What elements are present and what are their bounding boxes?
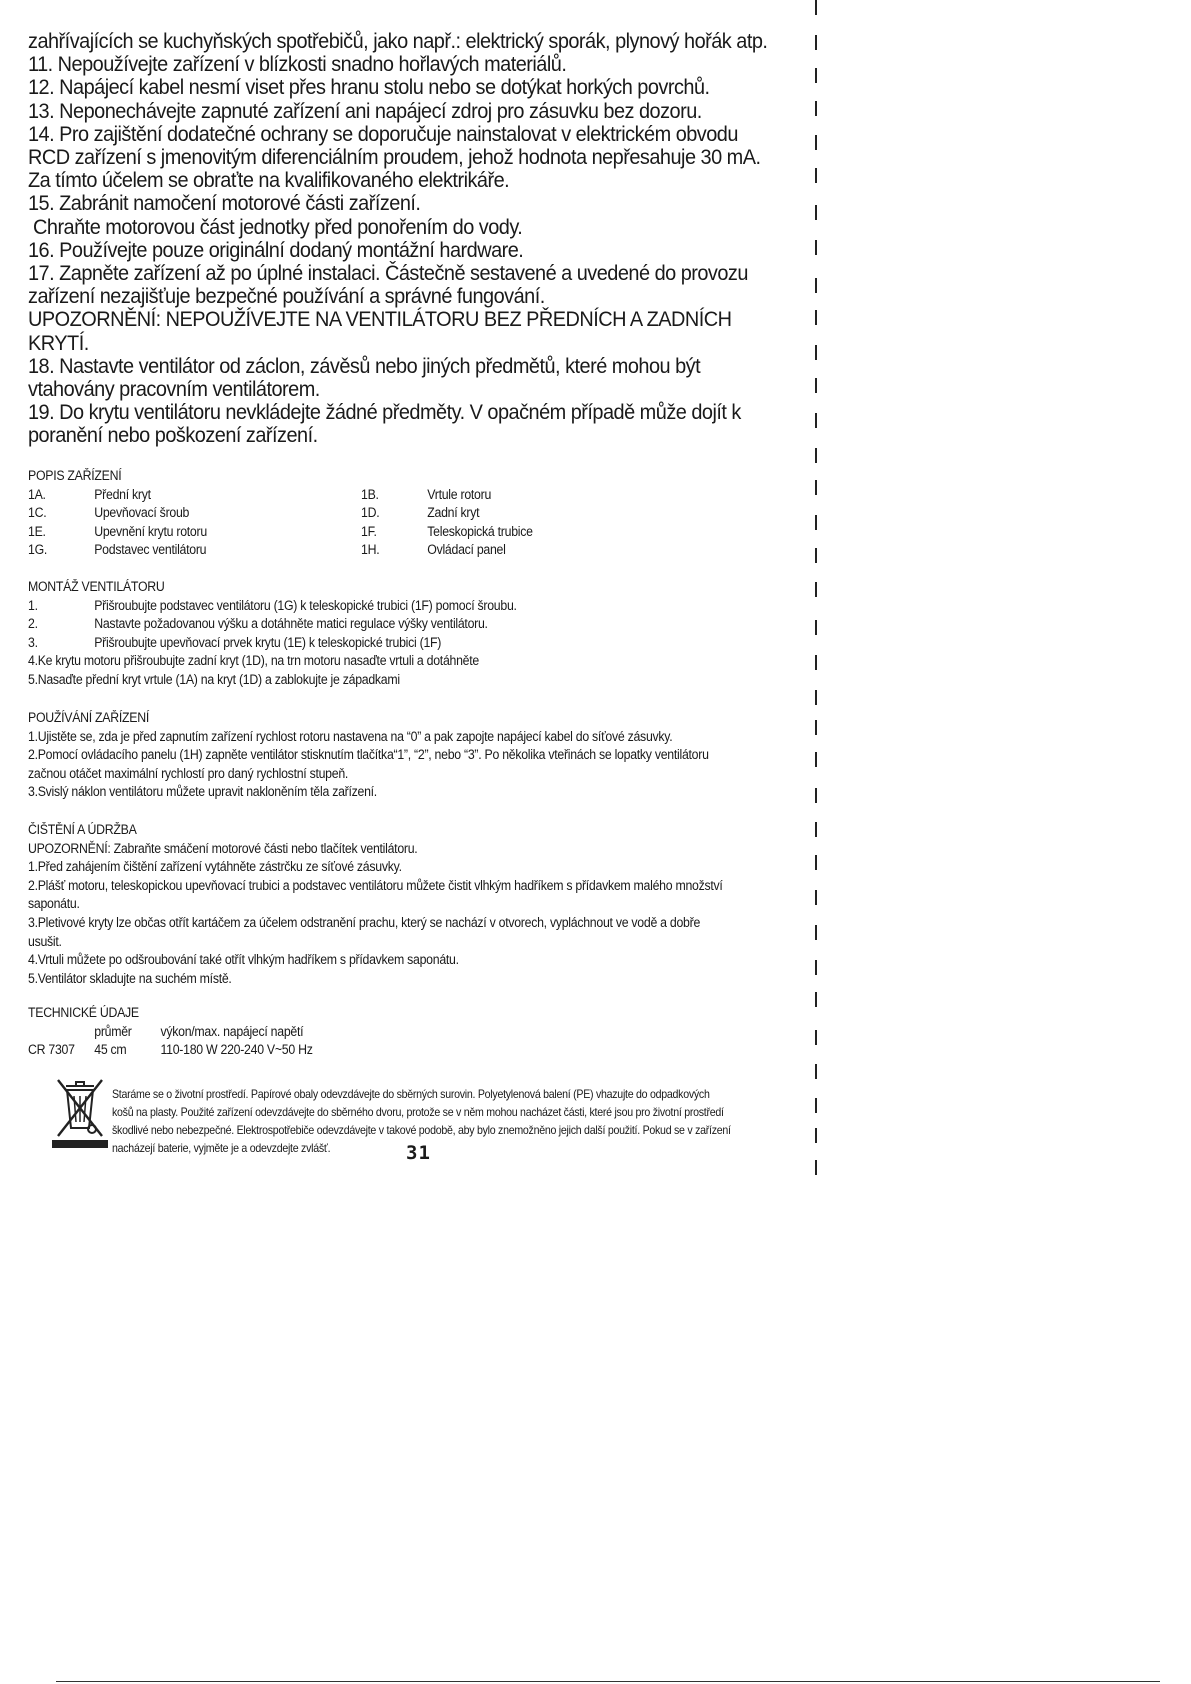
step-number: 1. [28, 597, 38, 613]
safety-line: 12. Napájecí kabel nesmí viset přes hranu stolu nebo se dotýkat horkých povrchů. [28, 76, 710, 100]
cleaning-line: saponátu. [28, 896, 80, 912]
safety-line: Za tímto účelem se obraťte na kvalifikovaného elektrikáře. [28, 169, 510, 193]
cleaning-section [28, 821, 755, 988]
cleaning-line: 4.Vrtuli můžete po odšroubování také otřít vlhkým hadříkem s přídavkem saponátu. [28, 952, 459, 968]
safety-line: 11. Nepoužívejte zařízení v blízkosti snadno hořlavých materiálů. [28, 53, 567, 77]
description-title: POPIS ZAŘÍZENÍ [28, 468, 122, 483]
safety-line: UPOZORNĚNÍ: NEPOUŽÍVEJTE NA VENTILÁTORU BEZ PŘEDNÍCH A ZADNÍCH [28, 308, 732, 332]
edge-tick [815, 720, 817, 735]
technical-section [28, 1004, 755, 1060]
edge-tick [815, 240, 817, 255]
environment-line: košů na plasty. Použité zařízení odevzdávejte do sběrného dvoru, protože se v něm mohou nacházet části, které jsou pro životní prostředí [112, 1105, 724, 1119]
usage-line: 2.Pomocí ovládacího panelu (1H) zapněte ventilátor stisknutím tlačítka“1”, “2”, nebo “3”. Po několika vteřinách se lopatky ventilátoru [28, 747, 709, 763]
cleaning-line: 1.Před zahájením čištění zařízení vytáhněte zástrčku ze síťové zásuvky. [28, 859, 402, 875]
part-name: Upevňovací šroub [94, 505, 190, 521]
environment-line: Staráme se o životní prostředí. Papírové obaly odevzdávejte do sběrných surovin. Polyetylenová balení (PE) vhazujte do odpadkových [112, 1087, 710, 1101]
bottom-rule [56, 1681, 1160, 1682]
environment-text [112, 1085, 796, 1157]
safety-line: 16. Používejte pouze originální dodaný montážní hardware. [28, 238, 524, 262]
parts-row [28, 486, 755, 505]
usage-title: POUŽÍVÁNÍ ZAŘÍZENÍ [28, 710, 149, 725]
part-code: 1A. [28, 486, 46, 502]
edge-tick [815, 515, 817, 530]
edge-tick [815, 855, 817, 870]
safety-line: 14. Pro zajištění dodatečné ochrany se doporučuje nainstalovat v elektrickém obvodu [28, 122, 738, 146]
parts-row [28, 541, 755, 560]
edge-tick [815, 690, 817, 705]
step-number: 2. [28, 616, 38, 632]
edge-tick [815, 205, 817, 220]
edge-tick [815, 480, 817, 495]
assembly-step [28, 634, 755, 653]
description-section [28, 467, 755, 560]
edge-tick [815, 992, 817, 1007]
page-number: 31 [406, 1142, 431, 1164]
tech-header-cell: výkon/max. napájecí napětí [160, 1023, 304, 1039]
edge-tick [815, 35, 817, 50]
safety-line: KRYTÍ. [28, 331, 89, 355]
cleaning-line: 3.Pletivové kryty lze občas otřít kartáčem za účelem odstranění prachu, který se nachází v otvorech, vypláchnout ve vodě a dobře [28, 914, 701, 930]
part-code: 1D. [361, 505, 380, 521]
edge-tick [815, 1030, 817, 1045]
edge-tick [815, 135, 817, 150]
cleaning-line: 5.Ventilátor skladujte na suchém místě. [28, 970, 232, 986]
part-code: 1E. [28, 523, 46, 539]
edge-tick [815, 413, 817, 428]
part-code: 1F. [361, 523, 377, 539]
cleaning-title: ČIŠTĚNÍ A ÚDRŽBA [28, 822, 137, 837]
edge-tick [815, 655, 817, 670]
technical-title: TECHNICKÉ ÚDAJE [28, 1005, 139, 1020]
environment-line: nacházejí baterie, vyjměte je a odevzdejte zvlášť. [112, 1141, 331, 1155]
usage-line: 3.Svislý náklon ventilátoru můžete upravit nakloněním těla zařízení. [28, 784, 377, 800]
tech-model: CR 7307 [28, 1042, 75, 1058]
safety-instructions [28, 30, 771, 448]
edge-tick [815, 925, 817, 940]
safety-line: 18. Nastavte ventilátor od záclon, závěsů nebo jiných předmětů, které mohou být [28, 354, 701, 378]
usage-line: začnou otáčet maximální rychlostí pro daný rychlostní stupeň. [28, 765, 349, 781]
usage-line: 1.Ujistěte se, zda je před zapnutím zařízení rychlost rotoru nastavena na “0” a pak zapojte napájecí kabel do síťové zásuvky. [28, 728, 673, 744]
part-name: Teleskopická trubice [427, 523, 533, 539]
safety-line: poranění nebo poškození zařízení. [28, 424, 318, 448]
edge-tick [815, 168, 817, 183]
edge-tick [815, 310, 817, 325]
environment-line: škodlivé nebo nebezpečné. Elektrospotřebiče odevzdávejte v takové podobě, aby bylo znemožněno jejich další použití. Pokud se v zařízení [112, 1123, 731, 1137]
edge-tick [815, 548, 817, 563]
part-name: Ovládací panel [427, 542, 506, 558]
edge-tick [815, 1160, 817, 1175]
cleaning-line: 2.Plášť motoru, teleskopickou upevňovací trubici a podstavec ventilátoru můžete čistit vlhkým hadříkem s přídavkem malého množství [28, 877, 723, 893]
edge-tick [815, 0, 817, 15]
step-number: 3. [28, 634, 38, 650]
crossed-out-wheelie-bin-icon [52, 1076, 108, 1148]
safety-line: 17. Zapněte zařízení až po úplné instalaci. Částečně sestavené a uvedené do provozu [28, 262, 748, 286]
safety-line: zařízení nezajišťuje bezpečné používání a správné fungování. [28, 285, 545, 309]
edge-tick [815, 822, 817, 837]
edge-tick [815, 448, 817, 463]
step-text: Nastavte požadovanou výšku a dotáhněte matici regulace výšky ventilátoru. [94, 616, 488, 632]
assembly-step: 5.Nasaďte přední kryt vrtule (1A) na kryt (1D) a zablokujte je západkami [28, 671, 400, 687]
edge-tick [815, 890, 817, 905]
safety-line: RCD zařízení s jmenovitým diferenciálním proudem, jehož hodnota nepřesahuje 30 mA. [28, 146, 761, 170]
assembly-step [28, 597, 755, 616]
part-code: 1H. [361, 542, 380, 558]
edge-tick [815, 620, 817, 635]
safety-line: 19. Do krytu ventilátoru nevkládejte žádné předměty. V opačném případě může dojít k [28, 401, 741, 425]
part-code: 1C. [28, 505, 47, 521]
technical-row [28, 1041, 755, 1060]
cleaning-line: usušit. [28, 933, 62, 949]
edge-tick [815, 378, 817, 393]
assembly-title: MONTÁŽ VENTILÁTORU [28, 579, 165, 594]
part-code: 1G. [28, 542, 48, 558]
assembly-step: 4.Ke krytu motoru přišroubujte zadní kryt (1D), na trn motoru nasaďte vrtuli a dotáhněte [28, 653, 479, 669]
parts-row [28, 523, 755, 542]
parts-row [28, 504, 755, 523]
tech-spec: 110-180 W 220-240 V~50 Hz [160, 1042, 313, 1058]
edge-tick [815, 101, 817, 116]
edge-tick [815, 278, 817, 293]
safety-line: vtahovány pracovním ventilátorem. [28, 378, 320, 402]
edge-tick [815, 68, 817, 83]
tech-header-cell: průměr [94, 1023, 132, 1039]
step-text: Přišroubujte podstavec ventilátoru (1G) k teleskopické trubici (1F) pomocí šroubu. [94, 597, 517, 613]
safety-line: Chraňte motorovou část jednotky před ponořením do vody. [28, 215, 523, 239]
cleaning-line: UPOZORNĚNÍ: Zabraňte smáčení motorové části nebo tlačítek ventilátoru. [28, 840, 418, 856]
part-name: Zadní kryt [427, 505, 480, 521]
edge-tick-marks [815, 0, 817, 1200]
tech-header-cell [28, 1023, 94, 1042]
part-name: Podstavec ventilátoru [94, 542, 207, 558]
edge-tick [815, 582, 817, 597]
part-name: Přední kryt [94, 486, 151, 502]
assembly-section [28, 578, 755, 690]
assembly-step [28, 615, 755, 634]
edge-tick [815, 960, 817, 975]
tech-diameter: 45 cm [94, 1042, 127, 1058]
safety-line: zahřívajících se kuchyňských spotřebičů, jako např.: elektrický sporák, plynový hořák atp. [28, 30, 768, 53]
safety-line: 15. Zabránit namočení motorové části zařízení. [28, 192, 421, 216]
edge-tick [815, 788, 817, 803]
step-text: Přišroubujte upevňovací prvek krytu (1E) k teleskopické trubici (1F) [94, 634, 442, 650]
edge-tick [815, 345, 817, 360]
safety-line: 13. Neponechávejte zapnuté zařízení ani napájecí zdroj pro zásuvku bez dozoru. [28, 99, 702, 123]
edge-tick [815, 752, 817, 767]
technical-header [28, 1023, 755, 1042]
part-name: Upevnění krytu rotoru [94, 523, 207, 539]
usage-section [28, 709, 755, 802]
part-code: 1B. [361, 486, 379, 502]
part-name: Vrtule rotoru [427, 486, 492, 502]
